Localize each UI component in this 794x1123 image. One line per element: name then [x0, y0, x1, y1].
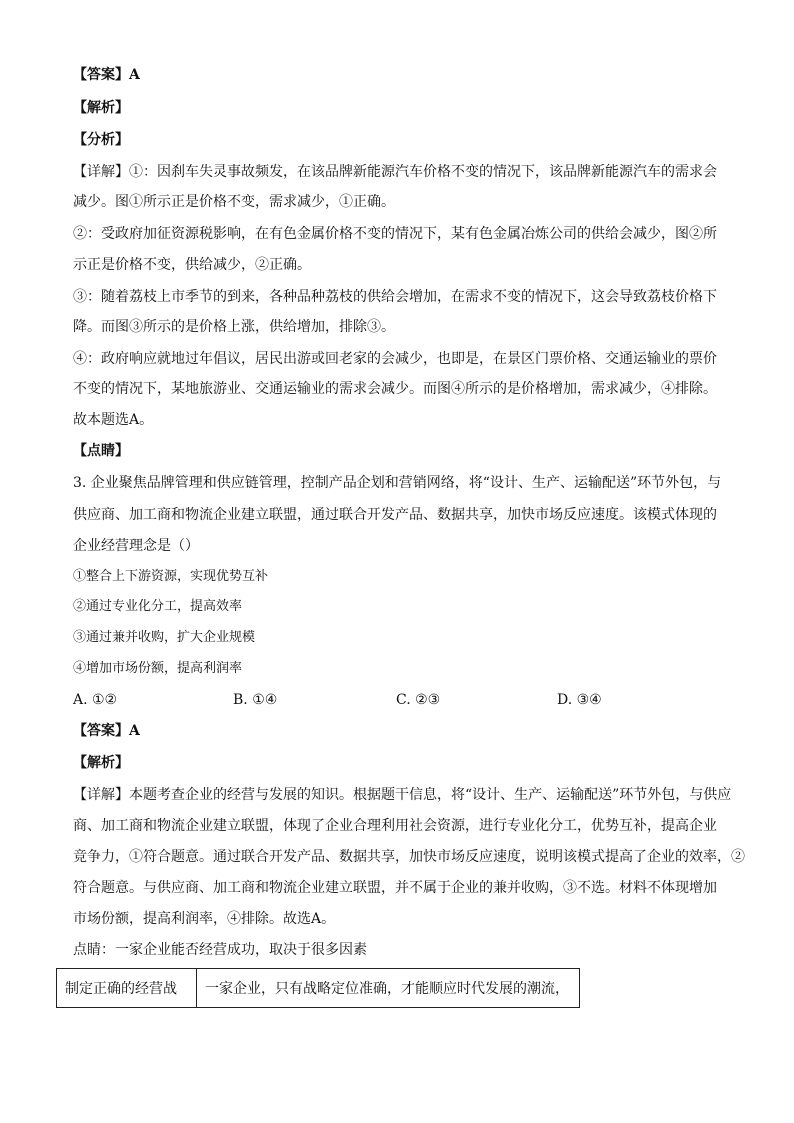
- q3-item: ②通过专业化分工，提高效率: [73, 599, 243, 614]
- q2-detail-line: ②：受政府加征资源税影响，在有色金属价格不变的情况下，某有色金属冶炼公司的供给会减少，图②所: [73, 226, 717, 242]
- table-row: [57, 969, 580, 1008]
- q3-detail-line: 商、加工商和物流企业建立联盟，体现了企业合理利用社会资源，进行专业化分工，优势互补，提高企业: [73, 818, 717, 834]
- q2-dianjing-label: 【点睛】: [73, 443, 129, 459]
- q3-option-b: B. ①④: [233, 692, 278, 708]
- q3-stem-line: 企业经营理念是（）: [73, 538, 199, 554]
- q2-detail-line: 【详解】①：因刹车失灵事故频发，在该品牌新能源汽车价格不变的情况下，该品牌新能源汽车的需求会: [73, 164, 717, 180]
- strategy-table: [56, 968, 580, 1008]
- q3-detail-line: 符合题意。与供应商、加工商和物流企业建立联盟，并不属于企业的兼并收购，③不选。材料不体现增加: [73, 880, 717, 896]
- q3-detail-line: 竞争力，①符合题意。通过联合开发产品、数据共享，加快市场反应速度，说明该模式提高了企业的效率，②: [73, 849, 745, 865]
- table-cell-strategy: 制定正确的经营战: [57, 969, 197, 1008]
- q2-detail-line: 降。而图③所示的是价格上涨，供给增加，排除③。: [73, 319, 395, 335]
- q2-analysis-label: 【解析】: [73, 100, 129, 116]
- q3-stem-line: 供应商、加工商和物流企业建立联盟，通过联合开发产品、数据共享，加快市场反应速度。该模式体现的: [73, 507, 717, 523]
- q2-fenxi-label: 【分析】: [73, 132, 129, 148]
- q2-detail-line: 故本题选A。: [73, 412, 154, 428]
- q3-option-c: C. ②③: [396, 692, 441, 708]
- q2-detail-line: 示正是价格不变，供给减少，②正确。: [73, 257, 311, 273]
- q2-detail-line: 减少。图①所示正是价格不变，需求减少，①正确。: [73, 194, 395, 210]
- q2-detail-line: ④：政府响应就地过年倡议，居民出游或回老家的会减少，也即是，在景区门票价格、交通运输业的票价: [73, 351, 717, 367]
- q2-detail-line: 不变的情况下，某地旅游业、交通运输业的需求会减少。而图④所示的是价格增加，需求减少，④排除。: [73, 381, 717, 397]
- q2-detail-line: ③：随着荔枝上市季节的到来，各种品种荔枝的供给会增加，在需求不变的情况下，这会导致荔枝价格下: [73, 289, 717, 305]
- table-cell-description: 一家企业，只有战略定位准确，才能顺应时代发展的潮流，: [197, 969, 580, 1008]
- q3-item: ①整合上下游资源，实现优势互补: [73, 569, 269, 584]
- q3-stem-line: 3. 企业聚焦品牌管理和供应链管理，控制产品企划和营销网络，将“设计、生产、运输配送”环节外包，与: [73, 475, 722, 491]
- q3-answer: 【答案】A: [73, 723, 140, 739]
- q3-option-d: D. ③④: [557, 692, 602, 708]
- q3-option-a: A. ①②: [73, 692, 118, 708]
- q3-dianjing: 点睛：一家企业能否经营成功，取决于很多因素: [73, 942, 367, 958]
- q3-analysis-label: 【解析】: [73, 755, 129, 771]
- q3-detail-line: 市场份额，提高利润率，④排除。故选A。: [73, 911, 336, 927]
- q3-item: ③通过兼并收购，扩大企业规模: [73, 630, 256, 645]
- q3-item: ④增加市场份额，提高利润率: [73, 661, 243, 676]
- q2-answer: 【答案】A: [73, 67, 140, 83]
- q3-detail-line: 【详解】本题考查企业的经营与发展的知识。根据题干信息，将“设计、生产、运输配送”环节外包，与供应: [73, 787, 732, 803]
